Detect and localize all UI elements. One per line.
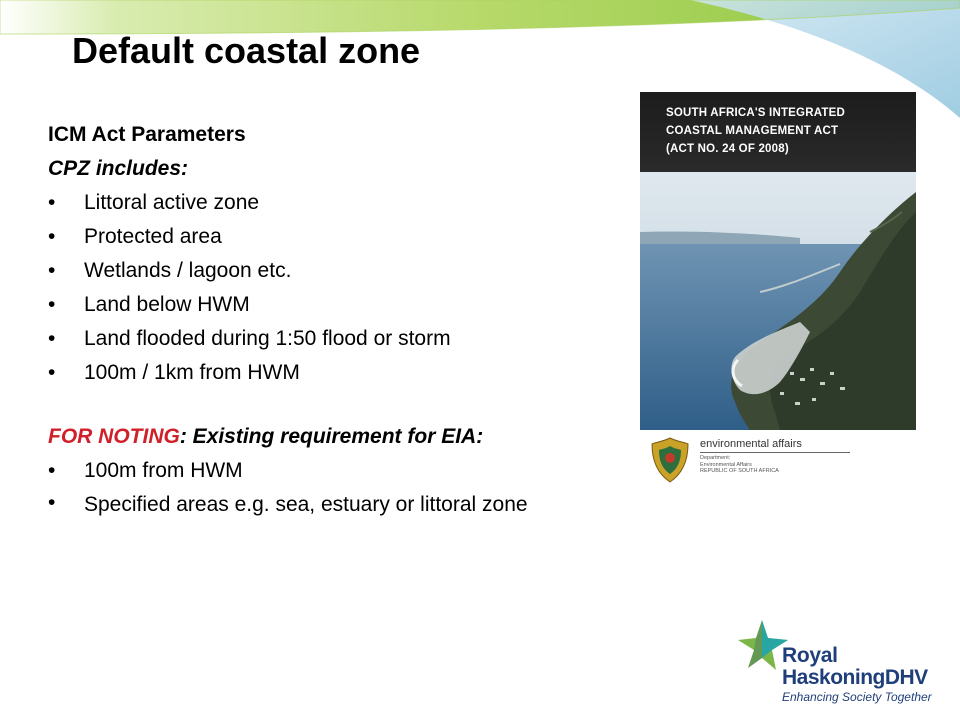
- department-line: Environmental Affairs: [700, 461, 752, 468]
- cpz-item: [48, 356, 618, 390]
- company-logo: [732, 614, 942, 714]
- cpz-item-text: 100m / 1km from HWM: [84, 361, 300, 384]
- spacer: [48, 390, 618, 420]
- cpz-item-text: Land flooded during 1:50 flood or storm: [84, 327, 451, 350]
- cpz-item-text: Protected area: [84, 225, 222, 248]
- department-name: environmental affairs: [700, 438, 802, 450]
- cover-header: [640, 92, 916, 172]
- divider: [700, 452, 850, 453]
- department-line: Department:: [700, 455, 731, 461]
- noting-heading: [48, 420, 618, 454]
- cpz-item-text: Littoral active zone: [84, 191, 260, 214]
- bullet-glyph: •: [48, 293, 56, 316]
- cpz-item: [48, 186, 618, 220]
- coastline-photo: [640, 172, 916, 430]
- bullet-glyph: •: [48, 361, 56, 384]
- act-cover-image: [640, 92, 916, 490]
- department-line: REPUBLIC OF SOUTH AFRICA: [700, 468, 779, 474]
- cpz-heading: CPZ includes:: [48, 157, 189, 180]
- cpz-item: [48, 254, 618, 288]
- bullet-glyph: •: [48, 191, 56, 214]
- bullet-glyph: •: [48, 491, 56, 514]
- noting-text: : Existing requirement for EIA:: [179, 425, 484, 448]
- cover-footer: [640, 430, 916, 490]
- logo-line-2: HaskoningDHV: [782, 666, 928, 689]
- params-heading: ICM Act Parameters: [48, 123, 246, 146]
- cpz-item-text: Wetlands / lagoon etc.: [84, 259, 292, 282]
- bullet-glyph: •: [48, 259, 56, 282]
- eia-item: [48, 488, 618, 520]
- eia-item-text: 100m from HWM: [84, 459, 243, 482]
- bullet-glyph: •: [48, 225, 56, 248]
- department-details: [700, 455, 779, 475]
- noting-label: FOR NOTING: [48, 425, 180, 448]
- cpz-item: [48, 288, 618, 322]
- eia-item-text: Specified areas e.g. sea, estuary or littoral zone: [84, 493, 528, 516]
- slide-title: Default coastal zone: [72, 30, 421, 71]
- cpz-item: [48, 322, 618, 356]
- cover-title-line: COASTAL MANAGEMENT ACT: [666, 125, 839, 137]
- slide-body: [48, 118, 618, 520]
- cpz-item-text: Land below HWM: [84, 293, 250, 316]
- cpz-item: [48, 220, 618, 254]
- cover-title-line: SOUTH AFRICA'S INTEGRATED: [666, 107, 845, 119]
- cover-title: [666, 104, 911, 158]
- logo-line-1: Royal: [782, 644, 838, 667]
- logo-tagline: Enhancing Society Together: [782, 690, 932, 704]
- coat-of-arms-icon: [650, 436, 690, 484]
- eia-item: [48, 454, 618, 488]
- bullet-glyph: •: [48, 327, 56, 350]
- bullet-glyph: •: [48, 459, 56, 482]
- cover-title-line: (ACT NO. 24 OF 2008): [666, 143, 789, 155]
